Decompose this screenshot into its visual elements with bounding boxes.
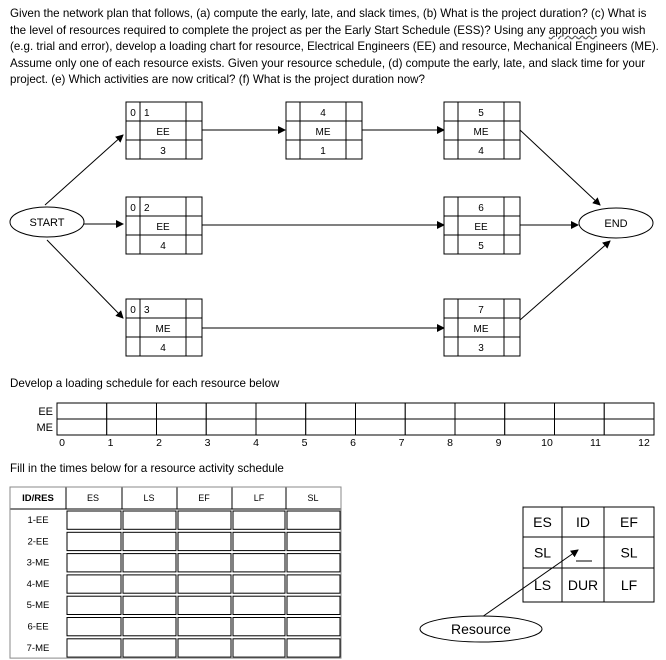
table-input-cell[interactable] <box>233 575 285 593</box>
node-cell <box>186 216 202 235</box>
loading-cell <box>356 419 406 435</box>
node-cell <box>504 337 520 356</box>
loading-cell <box>306 419 356 435</box>
node-cell <box>504 121 520 140</box>
node-id: 4 <box>320 108 326 119</box>
loading-cell <box>604 419 654 435</box>
arrow-5-end <box>520 130 600 205</box>
table-input-cell[interactable] <box>67 532 121 550</box>
loading-cell <box>206 403 256 419</box>
node-duration: 4 <box>160 241 166 252</box>
table-input-cell[interactable] <box>67 596 121 614</box>
node-resource: EE <box>156 127 170 138</box>
loading-row-ee-label: EE <box>38 406 53 418</box>
table-header: EF <box>198 493 210 503</box>
node-cell <box>186 337 202 356</box>
legend-text: ES <box>533 514 552 530</box>
legend-text: ID <box>576 514 590 530</box>
node-cell <box>444 121 458 140</box>
legend-text: DUR <box>567 577 599 593</box>
loading-cell <box>57 419 107 435</box>
table-input-cell[interactable] <box>233 511 285 529</box>
activity-table <box>10 487 341 658</box>
arrow-start-3 <box>47 240 123 318</box>
node-resource: EE <box>474 222 488 233</box>
node-cell <box>444 318 458 337</box>
table-row-id: 4-ME <box>26 578 50 590</box>
node-duration: 4 <box>160 343 166 354</box>
table-row-id: 3-ME <box>26 557 50 569</box>
node-duration: 4 <box>478 146 484 157</box>
table-row-id: 6-EE <box>27 621 49 633</box>
activity-node-5 <box>444 102 520 159</box>
table-input-cell[interactable] <box>123 639 176 657</box>
loading-row-me-label: ME <box>36 422 53 434</box>
legend-text: EF <box>620 514 638 530</box>
table-header: SL <box>307 493 319 503</box>
loading-tick: 9 <box>495 437 502 449</box>
node-cell <box>186 235 202 254</box>
node-cell <box>186 197 202 216</box>
loading-tick: 8 <box>447 437 453 449</box>
activity-nodes <box>126 102 520 356</box>
table-header: ID/RES <box>22 493 54 504</box>
loading-tick: 3 <box>204 437 211 449</box>
activity-node-6 <box>444 197 520 254</box>
table-input-cell[interactable] <box>287 511 340 529</box>
table-input-cell[interactable] <box>233 532 285 550</box>
node-cell <box>126 140 140 159</box>
activity-table-title: Fill in the times below for a resource activity schedule <box>10 462 284 475</box>
node-duration: 1 <box>320 146 326 157</box>
activity-node-3 <box>126 299 202 356</box>
table-row-id: 1-EE <box>27 515 49 526</box>
node-resource: ME <box>155 324 171 335</box>
node-cell <box>504 102 520 121</box>
loading-ticks <box>59 437 650 449</box>
question-wavy-word: approach <box>548 23 598 37</box>
loading-cell <box>555 419 605 435</box>
node-cell <box>186 140 202 159</box>
table-input-cell[interactable] <box>123 554 176 572</box>
node-id: 2 <box>144 203 150 214</box>
table-input-cell[interactable] <box>178 532 231 550</box>
node-cell <box>504 299 520 318</box>
node-cell <box>346 121 362 140</box>
node-id: 3 <box>144 305 150 316</box>
table-input-cell[interactable] <box>287 554 340 572</box>
node-cell <box>504 140 520 159</box>
loading-cell <box>356 403 406 419</box>
table-input-cell[interactable] <box>178 511 231 529</box>
node-cell <box>444 102 458 121</box>
loading-tick: 6 <box>350 437 356 449</box>
table-input-cell[interactable] <box>67 575 121 593</box>
table-input-cell[interactable] <box>123 575 176 593</box>
table-input-cell[interactable] <box>123 618 176 636</box>
loading-cell <box>306 403 356 419</box>
question-part-2: you wish (e.g. trial and error), develop a loading chart for resource, Electrical Engineers (EE) and resource, Mechanical Engineers (ME). Assume only one of each resource exists. Given your resource schedule, (d) compute the early, late, and slack time for your project. (e) Which activities are now critical? (f) What is the project duration now? <box>10 23 659 87</box>
table-input-cell[interactable] <box>123 511 176 529</box>
node-duration: 3 <box>160 146 166 157</box>
node-es: 0 <box>130 108 136 119</box>
table-header: ES <box>86 493 100 503</box>
node-resource: ME <box>473 127 489 138</box>
activity-node-2 <box>126 197 202 254</box>
activity-node-7 <box>444 299 520 356</box>
table-input-cell[interactable] <box>178 575 231 593</box>
node-cell <box>444 299 458 318</box>
node-resource: ME <box>473 324 489 335</box>
node-cell <box>186 121 202 140</box>
loading-tick: 12 <box>638 437 650 449</box>
loading-tick: 5 <box>301 437 308 449</box>
table-row-id: 5-ME <box>26 600 50 612</box>
node-cell <box>186 102 202 121</box>
loading-cell <box>505 403 555 419</box>
node-cell <box>286 102 300 121</box>
node-cell <box>444 216 458 235</box>
table-input-cell[interactable] <box>67 511 121 529</box>
loading-cell <box>455 403 505 419</box>
loading-cell <box>256 419 306 435</box>
table-input-cell[interactable] <box>287 618 340 636</box>
question-part-1: Given the network plan that follows, (a) compute the early, late, and slack times, (b) What is the project duration? (c) What is the level of resources required to complete the project as per the Early Start Schedule (ESS)? Using any <box>10 7 647 37</box>
node-id: 7 <box>478 305 484 316</box>
loading-tick: 0 <box>59 437 65 449</box>
end-label: END <box>604 218 628 230</box>
loading-cell <box>256 403 306 419</box>
table-row-id: 2-EE <box>27 536 49 548</box>
loading-grid <box>57 403 654 435</box>
table-input-cell[interactable] <box>123 596 176 614</box>
node-cell <box>286 140 300 159</box>
table-input-cell[interactable] <box>178 596 231 614</box>
loading-cell <box>107 419 157 435</box>
node-cell <box>126 216 140 235</box>
start-label: START <box>29 217 65 229</box>
node-cell <box>126 235 140 254</box>
node-cell <box>444 140 458 159</box>
loading-cell <box>604 403 654 419</box>
loading-cell <box>455 419 505 435</box>
loading-cell <box>555 403 605 419</box>
node-resource: ME <box>315 127 331 138</box>
node-duration: 3 <box>478 343 484 354</box>
loading-tick: 2 <box>156 437 162 449</box>
table-input-cell[interactable] <box>287 596 340 614</box>
table-input-cell[interactable] <box>287 532 340 550</box>
arrow-start-1 <box>45 135 123 205</box>
table-input-cell[interactable] <box>178 618 231 636</box>
loading-tick: 4 <box>253 437 259 449</box>
node-cell <box>504 216 520 235</box>
loading-title: Develop a loading schedule for each resource below <box>10 377 280 390</box>
legend-cell <box>562 537 604 568</box>
table-row-id: 7-ME <box>26 642 50 654</box>
loading-cell <box>157 419 207 435</box>
node-cell <box>186 318 202 337</box>
node-es: 0 <box>130 203 136 214</box>
node-cell <box>186 299 202 318</box>
loading-tick: 7 <box>398 437 405 449</box>
table-header: LF <box>253 493 265 503</box>
table-input-cell[interactable] <box>178 554 231 572</box>
table-input-cell[interactable] <box>67 554 121 572</box>
legend-text: SL <box>533 544 552 561</box>
legend-resource-label: Resource <box>451 621 511 637</box>
loading-cell <box>405 403 455 419</box>
table-input-cell[interactable] <box>233 639 285 657</box>
node-id: 6 <box>478 203 484 214</box>
node-cell <box>444 197 458 216</box>
table-input-cell[interactable] <box>287 639 340 657</box>
table-input-cell[interactable] <box>178 639 231 657</box>
table-input-cell[interactable] <box>233 554 285 572</box>
legend-text: LF <box>620 577 638 593</box>
node-cell <box>346 102 362 121</box>
activity-node-1 <box>126 102 202 159</box>
loading-cell <box>405 419 455 435</box>
table-input-cell[interactable] <box>67 618 121 636</box>
arrow-7-end <box>520 241 610 320</box>
table-input-cell[interactable] <box>287 575 340 593</box>
node-resource: EE <box>156 222 170 233</box>
node-cell <box>286 121 300 140</box>
table-input-cell[interactable] <box>233 618 285 636</box>
legend-text: LS <box>533 577 552 593</box>
table-input-cell[interactable] <box>233 596 285 614</box>
node-cell <box>504 197 520 216</box>
legend-node <box>523 507 654 602</box>
node-id: 1 <box>144 108 150 119</box>
node-cell <box>444 235 458 254</box>
node-cell <box>126 318 140 337</box>
table-header: LS <box>143 493 155 503</box>
table-input-cell[interactable] <box>67 639 121 657</box>
loading-cell <box>157 403 207 419</box>
node-id: 5 <box>478 108 484 119</box>
loading-cell <box>206 419 256 435</box>
legend-text: SL <box>620 544 638 561</box>
loading-cell <box>505 419 555 435</box>
node-es: 0 <box>130 305 136 316</box>
node-cell <box>504 235 520 254</box>
node-cell <box>504 318 520 337</box>
activity-node-4 <box>286 102 362 159</box>
loading-cell <box>107 403 157 419</box>
loading-tick: 1 <box>107 437 114 449</box>
loading-tick: 10 <box>541 437 553 449</box>
loading-tick: 11 <box>590 437 601 449</box>
node-cell <box>126 337 140 356</box>
node-cell <box>444 337 458 356</box>
node-duration: 5 <box>478 241 484 252</box>
loading-cell <box>57 403 107 419</box>
table-input-cell[interactable] <box>123 532 176 550</box>
node-cell <box>346 140 362 159</box>
node-cell <box>126 121 140 140</box>
